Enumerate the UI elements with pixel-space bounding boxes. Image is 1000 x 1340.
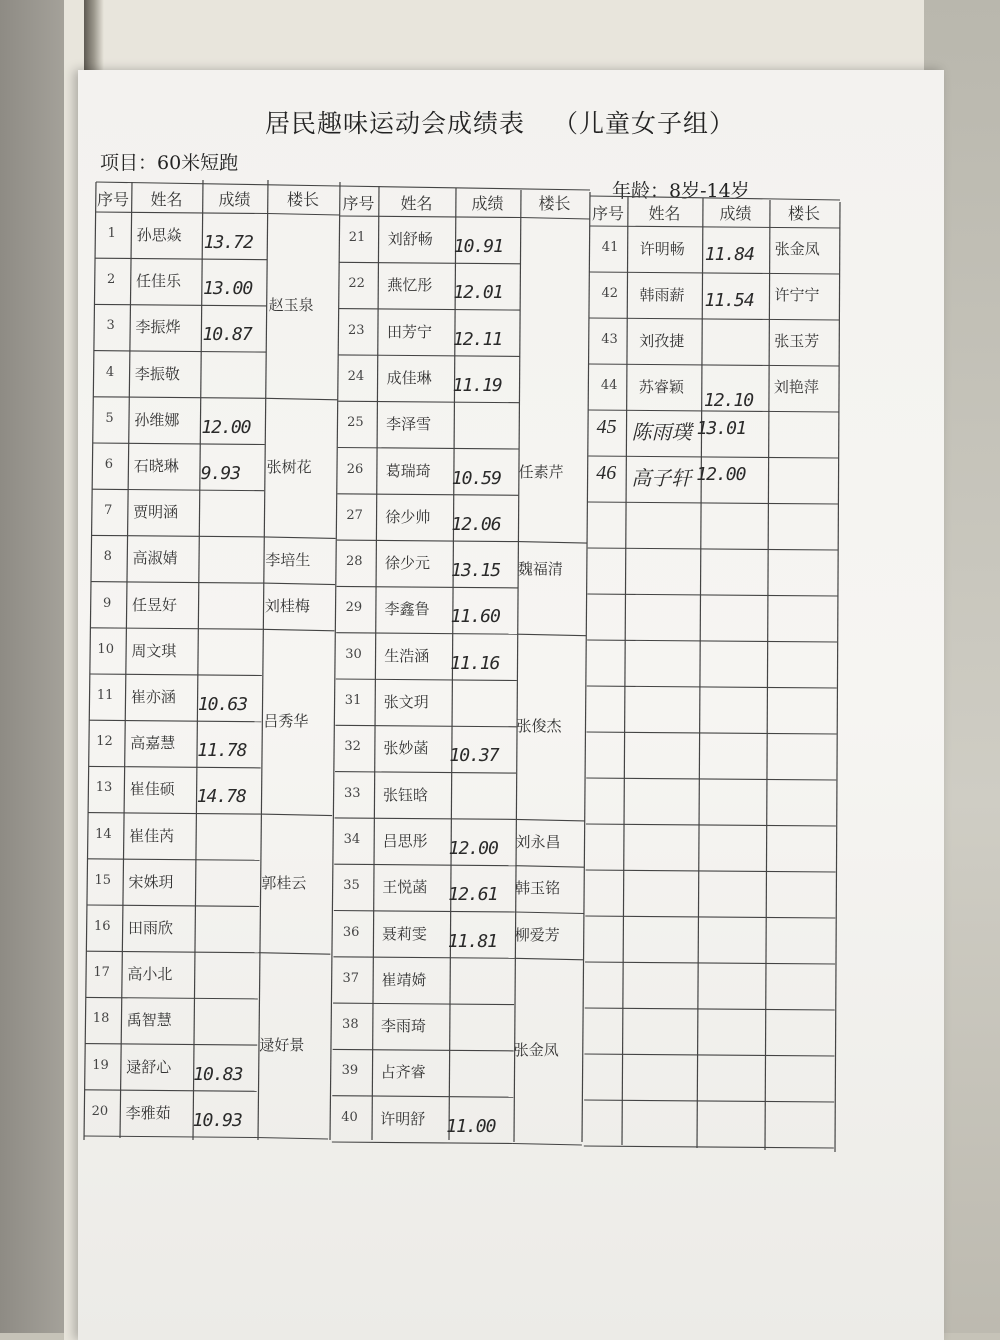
row-number: 4 [105,364,115,380]
score-handwritten: 10.37 [449,745,499,767]
student-name: 张钰晗 [383,785,429,804]
student-name: 李振烨 [135,318,181,337]
row-number: 40 [341,1109,358,1125]
student-name-handwritten: 高子轩 [631,468,692,490]
score-handwritten: 10.83 [193,1063,243,1085]
student-name: 刘孜捷 [639,332,685,350]
student-name: 石晓琳 [133,457,179,475]
project-label: 项目：60米短跑 [100,152,239,174]
row-number: 30 [345,646,362,662]
row-number: 3 [106,318,115,334]
row-number: 35 [343,878,360,894]
header-leader: 楼长 [538,194,571,213]
score-handwritten: 14.78 [196,786,246,808]
student-name: 张妙菡 [383,739,429,758]
student-name: 许明畅 [639,240,685,258]
student-name: 成佳琳 [386,368,432,387]
student-name: 许明舒 [380,1109,426,1128]
student-name: 李鑫鲁 [384,600,430,619]
row-number: 42 [601,286,619,301]
building-leader: 柳爱芳 [514,925,560,944]
student-name: 高嘉慧 [130,734,176,753]
student-name: 田雨欣 [127,919,173,937]
student-name: 高小北 [127,965,173,984]
row-number: 32 [344,739,361,755]
header-name: 姓名 [648,204,681,223]
row-number: 6 [104,457,114,472]
row-number: 36 [342,924,360,940]
building-leader: 魏福清 [517,559,563,578]
header-no: 序号 [592,204,625,223]
student-name: 高淑婧 [132,549,178,568]
building-leader: 刘桂梅 [264,596,310,615]
row-number: 43 [601,332,618,347]
student-name: 葛瑞琦 [385,461,431,480]
row-number: 19 [92,1057,109,1073]
student-name: 李雅茹 [125,1103,171,1122]
header-no: 序号 [342,194,375,213]
row-number: 41 [601,240,619,255]
score-handwritten: 10.93 [192,1109,242,1131]
score-handwritten: 10.63 [197,694,248,715]
student-name: 田芳宁 [386,322,432,341]
student-name: 刘舒畅 [387,230,433,248]
building-leader: 李培生 [265,550,311,569]
row-number: 27 [346,507,363,523]
score-handwritten: 11.54 [704,290,754,311]
score-handwritten: 13.01 [696,418,746,439]
score-handwritten: 11.16 [450,652,500,674]
row-number: 8 [103,549,112,565]
student-name: 苏睿颖 [638,378,684,396]
header-score: 成绩 [719,204,752,223]
student-name: 李泽雪 [386,415,432,434]
building-leader: 逯好景 [259,1035,305,1054]
student-name: 崔佳芮 [129,826,175,845]
row-number: 31 [344,693,362,708]
score-handwritten: 11.78 [197,740,247,762]
score-handwritten: 11.00 [446,1115,496,1137]
score-handwritten: 12.00 [201,416,251,438]
building-leader: 许宁宁 [774,286,820,304]
row-number: 14 [95,826,112,842]
student-name: 逯舒心 [126,1057,172,1076]
score-handwritten: 12.06 [451,513,501,535]
student-name: 生浩涵 [384,646,430,665]
building-leader: 张玉芳 [774,332,820,350]
building-leader: 刘艳萍 [773,378,819,396]
student-name: 孙思焱 [136,226,182,244]
row-number: 9 [103,595,112,611]
header-score: 成绩 [471,194,504,213]
building-leader: 郭桂云 [261,873,307,892]
student-name: 聂莉雯 [381,924,427,943]
student-name: 宋姝玥 [128,872,174,891]
score-handwritten: 12.61 [448,884,498,906]
row-number: 26 [346,461,364,477]
student-name: 周文琪 [131,641,177,660]
score-handwritten: 10.59 [451,467,501,489]
building-leader: 张树花 [266,458,312,477]
student-name: 崔亦涵 [130,688,176,706]
building-leader: 刘永昌 [515,833,561,852]
row-number: 20 [91,1103,109,1119]
score-handwritten: 12.00 [448,837,498,859]
row-number: 15 [94,872,112,888]
row-number: 18 [92,1011,110,1027]
score-handwritten: 13.00 [203,278,253,300]
row-number: 33 [344,785,361,801]
student-name: 韩雨薪 [639,286,685,304]
row-number-handwritten: 46 [596,462,617,484]
row-number: 39 [341,1063,359,1079]
row-number: 5 [105,410,114,426]
score-handwritten: 10.87 [202,324,252,346]
student-name: 孙维娜 [134,410,180,429]
row-number: 17 [93,965,110,981]
building-leader: 张俊杰 [516,717,562,736]
student-name: 徐少帅 [385,507,431,526]
student-name: 张文玥 [383,693,429,711]
building-leader: 张金凤 [774,240,820,258]
score-handwritten: 11.84 [704,244,754,265]
row-number: 25 [347,415,364,431]
row-number: 44 [600,378,618,393]
header-no: 序号 [97,190,130,209]
row-number: 2 [107,272,116,288]
student-name: 王悦菡 [382,878,428,897]
score-handwritten: 11.60 [450,606,500,628]
row-number: 28 [345,554,363,570]
score-handwritten: 12.10 [703,390,754,411]
student-name: 崔佳硕 [129,780,175,799]
student-name: 任佳乐 [136,272,182,291]
row-number: 38 [342,1017,359,1033]
header-name: 姓名 [400,194,433,213]
score-handwritten: 12.11 [452,328,503,350]
student-name: 徐少元 [384,554,430,573]
row-number: 16 [93,919,111,934]
score-handwritten: 9.93 [200,463,241,484]
score-handwritten: 12.00 [696,464,746,485]
age-range-label: 年龄：8岁-14岁 [612,180,750,202]
row-number: 10 [97,641,114,657]
student-name: 吕思彤 [382,831,428,850]
score-handwritten: 13.72 [203,232,253,253]
row-number-handwritten: 45 [596,416,617,438]
row-number: 13 [95,780,113,796]
row-number: 37 [342,970,359,986]
building-leader: 吕秀华 [263,712,309,731]
student-name: 李振敬 [134,364,180,383]
score-handwritten: 10.91 [453,236,503,257]
row-number: 29 [345,600,363,616]
row-number: 21 [348,230,366,245]
student-name: 任昱好 [132,595,178,614]
building-leader: 张金凤 [513,1041,559,1060]
score-handwritten: 12.01 [453,282,503,304]
header-leader: 楼长 [287,190,320,209]
row-number: 22 [348,276,365,292]
row-number: 7 [104,503,113,519]
student-name: 占齐睿 [380,1063,426,1082]
row-number: 11 [96,688,114,703]
row-number: 23 [347,322,365,338]
student-name: 李雨琦 [381,1017,427,1036]
student-name: 禹智慧 [126,1011,172,1030]
score-handwritten: 11.81 [447,930,498,952]
row-number: 12 [96,734,113,750]
row-number: 1 [107,226,116,241]
row-number: 24 [347,368,365,384]
score-handwritten: 11.19 [452,374,502,396]
group-label: （儿童女子组） [553,109,736,138]
student-name-handwritten: 陈雨璞 [631,422,692,444]
row-number: 34 [343,831,361,847]
building-leader: 任素芹 [518,462,564,481]
student-name: 贾明涵 [133,503,179,522]
student-name: 燕忆彤 [387,276,433,295]
score-handwritten: 13.15 [450,560,501,582]
building-leader: 韩玉铭 [515,879,561,898]
header-leader: 楼长 [788,204,821,223]
header-score: 成绩 [218,190,251,209]
title-text: 居民趣味运动会成绩表 [264,109,525,138]
header-name: 姓名 [150,190,183,209]
building-leader: 赵玉泉 [268,296,314,315]
student-name: 崔靖婍 [381,970,427,989]
